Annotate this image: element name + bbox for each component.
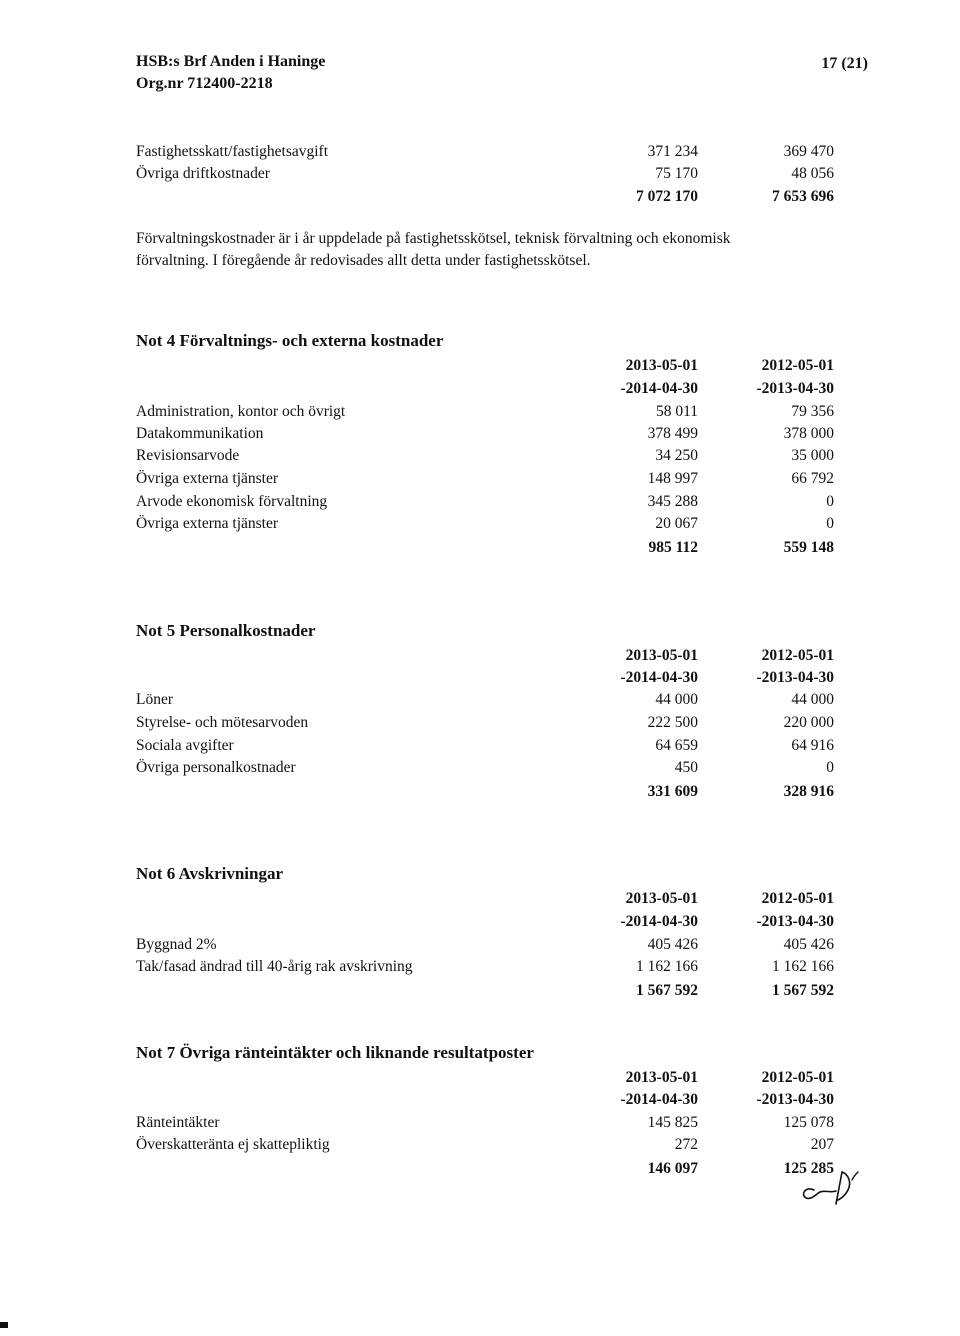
- row-value-current: 378 499: [647, 425, 698, 442]
- row-label: Sociala avgifter: [136, 737, 234, 754]
- row-value-current: 145 825: [647, 1114, 698, 1131]
- period-current-end: -2014-04-30: [620, 380, 698, 397]
- row-value-previous: 48 056: [791, 165, 834, 182]
- row-value-current: 64 659: [655, 737, 698, 754]
- period-previous-end: -2013-04-30: [756, 380, 834, 397]
- row-value-previous: 66 792: [791, 470, 834, 487]
- row-value-previous: 369 470: [783, 143, 834, 160]
- row-value-previous: 405 426: [783, 936, 834, 953]
- row-label: Fastighetsskatt/fastighetsavgift: [136, 143, 329, 160]
- row-value-current: 371 234: [647, 143, 698, 160]
- total-current: 7 072 170: [636, 188, 698, 205]
- row-value-current: 20 067: [655, 515, 698, 532]
- total-previous: 125 285: [783, 1160, 834, 1177]
- total-previous: 328 916: [783, 783, 834, 800]
- handwritten-initials: [790, 1160, 860, 1210]
- total-current: 331 609: [647, 783, 698, 800]
- row-label: Arvode ekonomisk förvaltning: [136, 493, 328, 510]
- row-value-current: 58 011: [655, 403, 698, 420]
- row-value-current: 75 170: [655, 165, 698, 182]
- period-current-end: -2014-04-30: [620, 669, 698, 686]
- row-label: Styrelse- och mötesarvoden: [136, 714, 309, 731]
- row-value-previous: 125 078: [783, 1114, 834, 1131]
- scan-mark: [0, 1322, 8, 1328]
- period-previous-start: 2012-05-01: [761, 357, 834, 374]
- row-value-previous: 378 000: [783, 425, 834, 442]
- period-current-start: 2013-05-01: [625, 647, 698, 664]
- row-label: Tak/fasad ändrad till 40-årig rak avskrivning: [136, 958, 413, 975]
- row-value-previous: 44 000: [791, 691, 834, 708]
- period-previous-start: 2012-05-01: [761, 890, 834, 907]
- row-value-previous: 64 916: [791, 737, 834, 754]
- period-previous-end: -2013-04-30: [756, 669, 834, 686]
- row-value-previous: 207: [810, 1136, 834, 1153]
- row-value-current: 34 250: [655, 447, 698, 464]
- paragraph-line: Förvaltningskostnader är i år uppdelade på fastighetsskötsel, teknisk förvaltning och ekonomisk: [136, 230, 731, 247]
- period-current-end: -2014-04-30: [620, 1091, 698, 1108]
- row-value-current: 405 426: [647, 936, 698, 953]
- period-current-start: 2013-05-01: [625, 357, 698, 374]
- row-label: Byggnad 2%: [136, 936, 217, 953]
- total-previous: 559 148: [783, 539, 834, 556]
- row-value-current: 272: [674, 1136, 698, 1153]
- row-label: Övriga externa tjänster: [136, 515, 279, 532]
- total-previous: 1 567 592: [772, 982, 834, 999]
- row-value-previous: 0: [826, 515, 834, 532]
- period-previous-start: 2012-05-01: [761, 1069, 834, 1086]
- row-value-previous: 1 162 166: [772, 958, 834, 975]
- row-label: Administration, kontor och övrigt: [136, 403, 346, 420]
- row-label: Datakommunikation: [136, 425, 264, 442]
- organization-number: Org.nr 712400-2218: [136, 75, 273, 92]
- period-previous-end: -2013-04-30: [756, 1091, 834, 1108]
- row-value-current: 345 288: [647, 493, 698, 510]
- row-label: Ränteintäkter: [136, 1114, 220, 1131]
- period-previous-start: 2012-05-01: [761, 647, 834, 664]
- period-current-start: 2013-05-01: [625, 1069, 698, 1086]
- row-label: Revisionsarvode: [136, 447, 240, 464]
- total-current: 985 112: [648, 539, 698, 556]
- total-previous: 7 653 696: [772, 188, 834, 205]
- row-label: Övriga driftkostnader: [136, 165, 270, 182]
- row-value-previous: 35 000: [791, 447, 834, 464]
- row-value-current: 44 000: [655, 691, 698, 708]
- note-title: Not 4 Förvaltnings- och externa kostnader: [136, 331, 444, 350]
- period-current-start: 2013-05-01: [625, 890, 698, 907]
- row-value-current: 222 500: [647, 714, 698, 731]
- row-label: Överskatteränta ej skattepliktig: [136, 1136, 330, 1153]
- note-title: Not 5 Personalkostnader: [136, 621, 316, 640]
- row-value-previous: 220 000: [783, 714, 834, 731]
- paragraph-line: förvaltning. I föregående år redovisades allt detta under fastighetsskötsel.: [136, 252, 591, 269]
- row-value-previous: 0: [826, 493, 834, 510]
- row-label: Övriga personalkostnader: [136, 759, 296, 776]
- row-value-previous: 0: [826, 759, 834, 776]
- total-current: 146 097: [647, 1160, 698, 1177]
- page-number: 17 (21): [821, 55, 868, 72]
- note-title: Not 6 Avskrivningar: [136, 864, 284, 883]
- period-previous-end: -2013-04-30: [756, 913, 834, 930]
- row-value-current: 450: [674, 759, 698, 776]
- row-label: Löner: [136, 691, 174, 708]
- note-title: Not 7 Övriga ränteintäkter och liknande resultatposter: [136, 1043, 534, 1062]
- row-value-current: 1 162 166: [636, 958, 698, 975]
- row-value-current: 148 997: [647, 470, 698, 487]
- organization-name: HSB:s Brf Anden i Haninge: [136, 53, 326, 70]
- row-label: Övriga externa tjänster: [136, 470, 279, 487]
- row-value-previous: 79 356: [791, 403, 834, 420]
- period-current-end: -2014-04-30: [620, 913, 698, 930]
- total-current: 1 567 592: [636, 982, 698, 999]
